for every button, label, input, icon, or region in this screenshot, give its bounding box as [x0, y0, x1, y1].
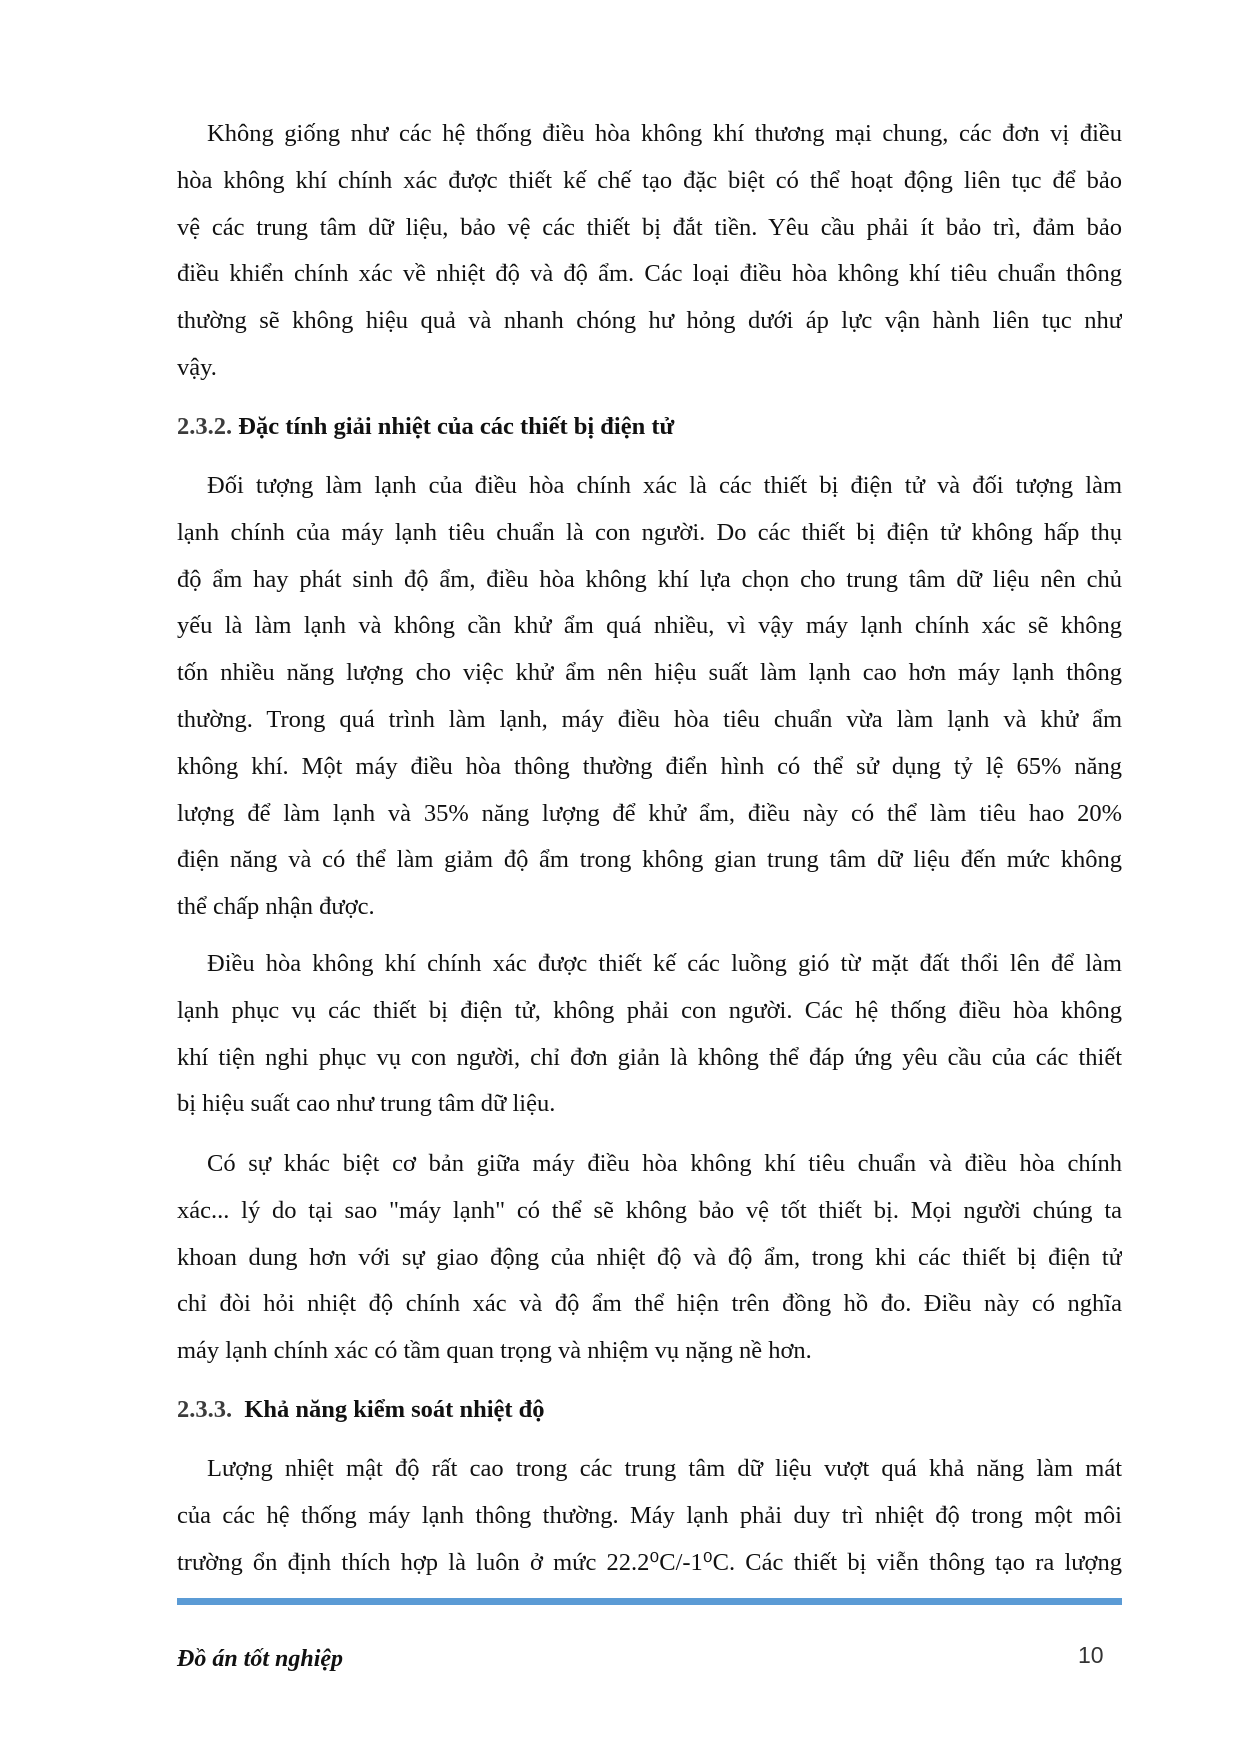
paragraph-line: vậy. [177, 354, 217, 381]
section-number: 2.3.2. [177, 413, 233, 440]
paragraph-line: điện năng và có thể làm giảm độ ẩm trong không gian trung tâm dữ liệu đến mức không [177, 846, 1122, 874]
paragraph-line: máy lạnh chính xác có tầm quan trọng và nhiệm vụ nặng nề hơn. [177, 1337, 812, 1365]
paragraph-line: xác... lý do tại sao "máy lạnh" có thể sẽ không bảo vệ tốt thiết bị. Mọi người chúng ta [177, 1196, 1122, 1224]
section-heading-2-3-3 [177, 1393, 545, 1427]
paragraph-line: thường. Trong quá trình làm lạnh, máy điều hòa tiêu chuẩn vừa làm lạnh và khử ẩm [177, 706, 1122, 733]
paragraph-line: chỉ đòi hỏi nhiệt độ chính xác và độ ẩm thể hiện trên đồng hồ đo. Điều này có nghĩa [177, 1290, 1122, 1318]
footer-rule [177, 1598, 1122, 1605]
paragraph-line: lượng để làm lạnh và 35% năng lượng để khử ẩm, điều này có thể làm tiêu hao 20% [177, 799, 1122, 827]
paragraph-line: thể chấp nhận được. [177, 893, 375, 921]
paragraph-line: Không giống như các hệ thống điều hòa không khí thương mại chung, các đơn vị điều [207, 120, 1122, 147]
paragraph-line: tốn nhiều năng lượng cho việc khử ẩm nên hiệu suất làm lạnh cao hơn máy lạnh thông [177, 659, 1122, 687]
footer-title: Đồ án tốt nghiệp [177, 1646, 344, 1672]
paragraph-line: lạnh chính của máy lạnh tiêu chuẩn là con người. Do các thiết bị điện tử không hấp thụ [177, 518, 1122, 546]
paragraph-line: trường ổn định thích hợp là luôn ở mức 22.2⁰C/-1⁰C. Các thiết bị viễn thông tạo ra lượng [177, 1548, 1122, 1576]
paragraph-line: điều khiển chính xác về nhiệt độ và độ ẩm. Các loại điều hòa không khí tiêu chuẩn thông [177, 260, 1122, 288]
paragraph-line: thường sẽ không hiệu quả và nhanh chóng hư hỏng dưới áp lực vận hành liên tục như [177, 307, 1122, 335]
paragraph-line: bị hiệu suất cao như trung tâm dữ liệu. [177, 1090, 556, 1118]
paragraph-line: Lượng nhiệt mật độ rất cao trong các trung tâm dữ liệu vượt quá khả năng làm mát [207, 1455, 1122, 1482]
paragraph-line: vệ các trung tâm dữ liệu, bảo vệ các thiết bị đắt tiền. Yêu cầu phải ít bảo trì, đảm bảo [177, 213, 1122, 241]
section-number: 2.3.3. [177, 1396, 233, 1423]
paragraph-line: hòa không khí chính xác được thiết kế chế tạo đặc biệt có thể hoạt động liên tục để bảo [177, 166, 1122, 194]
section-title: Đặc tính giải nhiệt của các thiết bị điện tử [238, 413, 675, 440]
paragraph-line: khí tiện nghi phục vụ con người, chỉ đơn giản là không thể đáp ứng yêu cầu của các thiết [177, 1043, 1122, 1071]
paragraph-line: khoan dung hơn với sự giao động của nhiệt độ và độ ẩm, trong khi các thiết bị điện tử [177, 1243, 1122, 1271]
paragraph-line: độ ẩm hay phát sinh độ ẩm, điều hòa không khí lựa chọn cho trung tâm dữ liệu nên chủ [177, 565, 1122, 593]
paragraph-line: yếu là làm lạnh và không cần khử ẩm quá nhiều, vì vậy máy lạnh chính xác sẽ không [177, 612, 1122, 640]
section-title: Khả năng kiểm soát nhiệt độ [244, 1396, 545, 1423]
paragraph-line: Điều hòa không khí chính xác được thiết kế các luồng gió từ mặt đất thổi lên để làm [207, 950, 1122, 977]
paragraph-line: Có sự khác biệt cơ bản giữa máy điều hòa không khí tiêu chuẩn và điều hòa chính [207, 1150, 1122, 1177]
paragraph-line: của các hệ thống máy lạnh thông thường. Máy lạnh phải duy trì nhiệt độ trong một môi [177, 1501, 1122, 1529]
paragraph-line: không khí. Một máy điều hòa thông thường điển hình có thể sử dụng tỷ lệ 65% năng [177, 752, 1122, 780]
paragraph-line: lạnh phục vụ các thiết bị điện tử, không phải con người. Các hệ thống điều hòa không [177, 996, 1122, 1024]
page-number: 10 [1078, 1642, 1104, 1668]
paragraph-line: Đối tượng làm lạnh của điều hòa chính xác là các thiết bị điện tử và đối tượng làm [207, 472, 1122, 499]
section-heading-2-3-2 [177, 410, 674, 444]
